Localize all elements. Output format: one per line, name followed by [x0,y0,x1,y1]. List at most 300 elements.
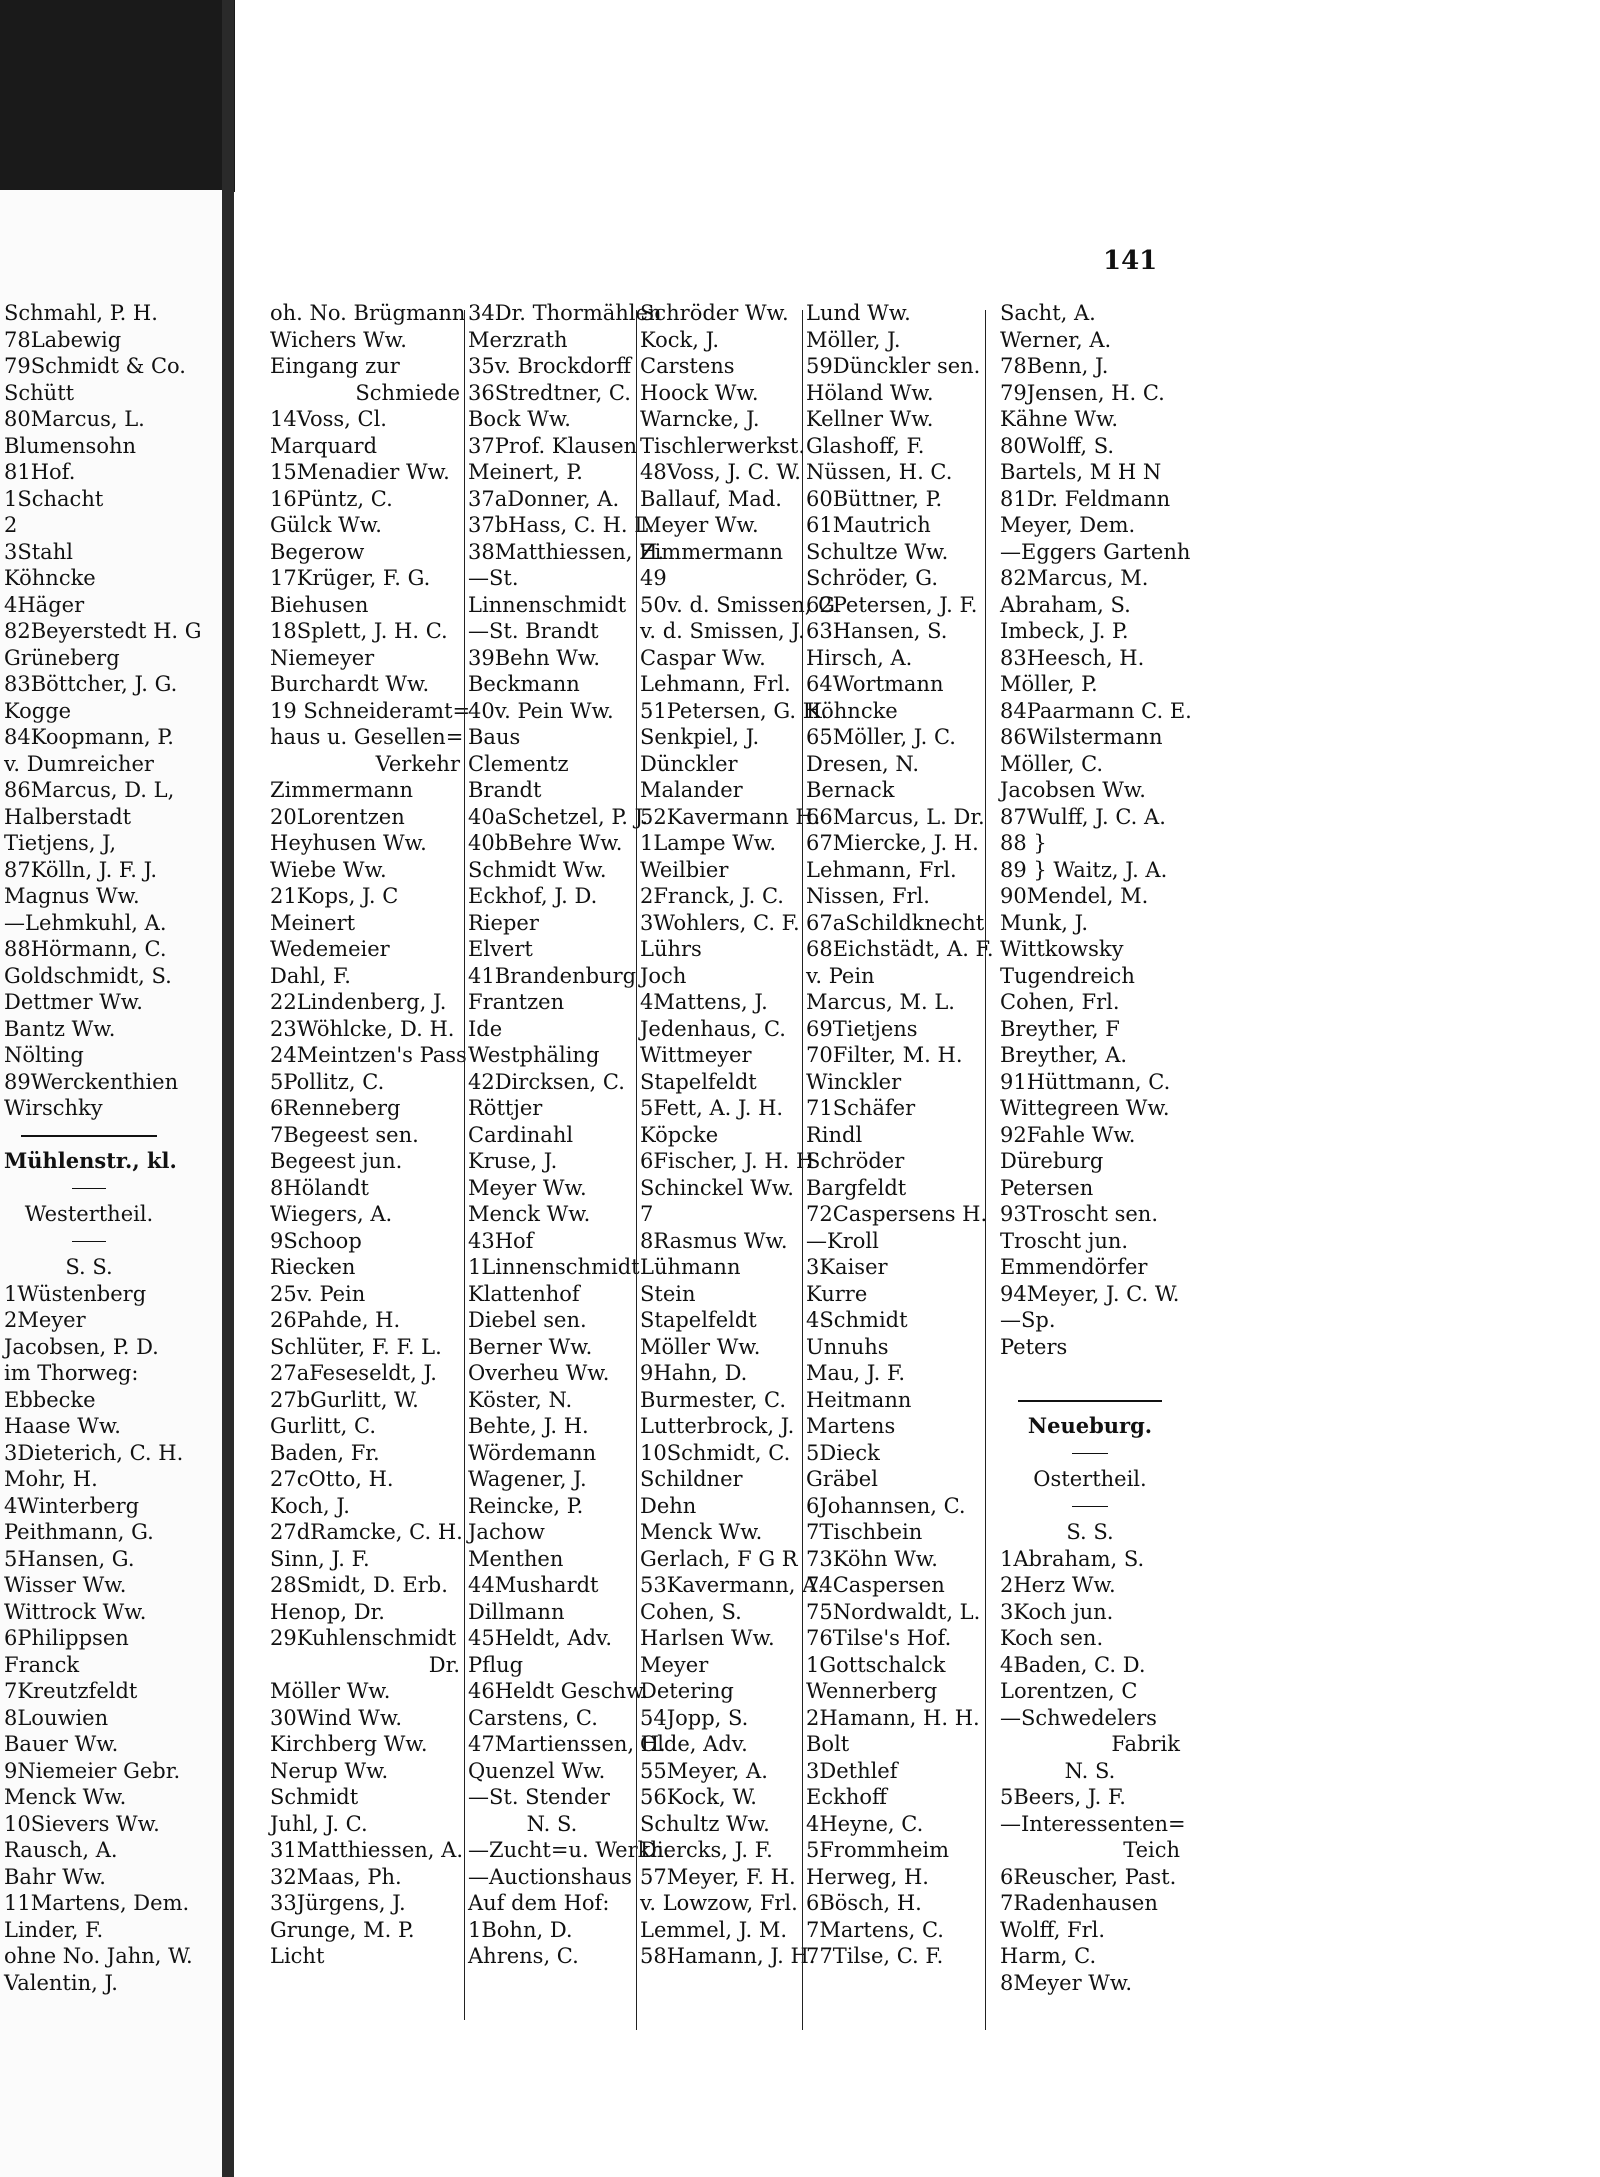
page-number: 141 [1103,246,1158,276]
directory-entry: Peters [1000,1334,1068,1359]
directory-entry: 80Marcus, L. [4,407,145,431]
directory-entry: Dettmer Ww. [4,990,143,1014]
directory-entry: 5Frommheim [806,1838,950,1862]
directory-entry: Diebel sen. [468,1308,587,1332]
directory-entry: Wichers Ww. [270,327,407,352]
directory-entry: 82Marcus, M. [1000,566,1149,590]
directory-entry: 88Hörmann, C. [4,937,167,961]
directory-entry: 92Fahle Ww. [1000,1122,1136,1147]
directory-entry: Nerup Ww. [270,1758,389,1783]
directory-entry: 4Mattens, J. [640,990,768,1014]
directory-entry: 9Niemeier Gebr. [4,1758,181,1783]
directory-entry: 35v. Brockdorff [468,354,632,378]
directory-entry: Menck Ww. [640,1520,763,1544]
directory-entry: Linnenschmidt [468,592,627,617]
directory-entry: Troscht jun. [1000,1228,1129,1253]
directory-entry: Lehmann, Frl. [806,857,957,882]
directory-entry: Kurre [806,1281,868,1306]
directory-entry: Dillmann [468,1599,565,1624]
directory-entry: Emmendörfer [1000,1255,1148,1279]
directory-entry: 6Bösch, H. [806,1891,922,1915]
directory-entry: 37aDonner, A. [468,486,620,511]
directory-entry: Goldschmidt, S. [4,963,172,988]
directory-entry: —Eggers Gartenh [1000,539,1191,564]
directory-entry: 33Jürgens, J. [270,1891,406,1915]
directory-entry: 4Baden, C. D. [1000,1652,1146,1677]
directory-entry: Dresen, N. [806,751,920,776]
directory-entry: Niemeyer [270,645,375,670]
directory-entry: Breyther, F [1000,1016,1120,1041]
directory-entry: 5Beers, J. F. [1000,1785,1126,1809]
directory-entry: Wittkowsky [1000,937,1124,961]
directory-entry: 84Koopmann, P. [4,725,174,749]
directory-entry: 5Pollitz, C. [270,1069,385,1094]
directory-entry: 76Tilse's Hof. [806,1626,952,1650]
directory-entry: 1Linnenschmidt [468,1255,640,1279]
directory-entry: Ide [468,1016,503,1041]
directory-entry: Möller Ww. [270,1679,391,1703]
directory-entry: Herweg, H. [806,1864,929,1889]
directory-entry: Meyer Ww. [468,1175,587,1200]
directory-entry: 89Werckenthien [4,1069,179,1094]
directory-entry: Tischlerwerkst. [640,433,806,458]
directory-entry: 81Hof. [4,460,76,484]
directory-entry: 80Wolff, S. [1000,433,1115,458]
directory-entry: Rindl [806,1122,863,1147]
section-heading: Neueburg. [1027,1413,1153,1438]
directory-entry: Detering [640,1679,734,1703]
directory-entry: 54Jopp, S. [640,1705,749,1730]
directory-entry: 8Meyer Ww. [1000,1970,1133,1995]
directory-entry: Brandt [468,778,542,802]
directory-entry: 75Nordwaldt, L. [806,1599,981,1624]
directory-entry: Möller, C. [1000,751,1104,776]
directory-entry: Schinckel Ww. [640,1175,794,1200]
directory-entry: Riecken [270,1255,356,1279]
directory-entry: 8Hölandt [270,1175,369,1200]
directory-entry: Munk, J. [1000,910,1089,935]
directory-entry: Grüneberg [4,645,120,670]
directory-entry: 73Köhn Ww. [806,1546,938,1571]
directory-entry: 78Labewig [4,327,122,352]
directory-entry: im Thorweg: [4,1361,139,1385]
directory-entry: Möller, J. [806,327,901,352]
directory-entry: Wagener, J. [468,1467,587,1491]
directory-entry: 39Behn Ww. [468,645,601,670]
directory-entry: 46Heldt Geschw. [468,1679,649,1703]
directory-entry: 83Böttcher, J. G. [4,672,178,696]
directory-entry: Burchardt Ww. [270,672,430,696]
directory-entry: 59Dünckler sen. [806,354,981,378]
directory-entry: 41Brandenburg [468,963,637,988]
directory-entry: S. S. [65,1255,113,1279]
directory-entry: Jacobsen, P. D. [4,1334,159,1359]
directory-entry: Mohr, H. [4,1467,98,1491]
directory-entry: 70Filter, M. H. [806,1043,963,1067]
directory-entry: —St. Brandt [468,619,599,643]
directory-entry: 32Maas, Ph. [270,1864,402,1889]
directory-entry: Teich [1123,1838,1180,1862]
directory-entry: —St. Stender [468,1785,610,1809]
directory-entry: Zimmermann [270,778,414,802]
directory-entry: Henop, Dr. [270,1599,385,1624]
directory-entry: 20Lorentzen [270,804,405,829]
directory-entry: Sacht, A. [1000,301,1096,325]
directory-entry: Schultze Ww. [806,539,949,564]
directory-entry: 1Lampe Ww. [640,831,777,855]
directory-entry: Auf dem Hof: [468,1891,610,1915]
directory-entry: 1Wüstenberg [4,1281,147,1306]
directory-entry: Lemmel, J. M. [640,1917,788,1942]
directory-entry: Burmester, C. [640,1387,787,1412]
directory-entry: Schlüter, F. F. L. [270,1334,442,1359]
directory-entry: Cohen, S. [640,1599,742,1624]
directory-entry: 4Häger [4,592,85,617]
directory-entry: 40bBehre Ww. [468,831,623,855]
directory-entry: Köhncke [806,698,898,723]
directory-entry: Magnus Ww. [4,884,140,908]
directory-entry: 93Troscht sen. [1000,1202,1158,1226]
column-divider [985,310,986,2030]
directory-entry: Linder, F. [4,1917,104,1942]
directory-entry: Meinert, P. [468,460,583,484]
directory-entry: 7Radenhausen [1000,1891,1158,1915]
directory-entry: 78Benn, J. [1000,354,1109,378]
directory-entry: 28Smidt, D. Erb. [270,1573,448,1597]
column-divider [636,310,637,2030]
directory-entry: Bock Ww. [468,407,571,431]
directory-column-1 [270,300,471,1970]
directory-entry: 3Kaiser [806,1255,888,1279]
directory-entry: Merzrath [468,327,568,352]
directory-entry [1000,1360,1180,1387]
directory-entry: Bauer Ww. [4,1732,119,1756]
directory-entry: Düreburg [1000,1149,1104,1173]
directory-entry: 2Hamann, H. H. [806,1705,980,1730]
directory-entry: Menck Ww. [468,1202,591,1226]
directory-entry: 71Schäfer [806,1096,916,1120]
directory-entry: 79Jensen, H. C. [1000,380,1165,405]
directory-entry: Kruse, J. [468,1149,558,1173]
directory-entry: v. d. Smissen, J. [640,619,805,643]
directory-entry: 86Marcus, D. L, [4,778,175,802]
directory-entry: Heitmann [806,1387,912,1412]
directory-entry: Cardinahl [468,1122,574,1147]
directory-entry: oh. No. Brügmann [270,301,466,325]
directory-entry: Menck Ww. [4,1785,127,1809]
directory-entry: 74Caspersen [806,1573,945,1597]
directory-entry: Röttjer [468,1096,543,1120]
directory-entry: Köster, N. [468,1387,573,1412]
directory-entry: Wittegreen Ww. [1000,1096,1170,1120]
directory-entry: Schröder, G. [806,566,939,590]
directory-entry: 26Pahde, H. [270,1308,401,1332]
directory-entry: —Auctionshaus [468,1864,632,1889]
directory-entry: N. S. [1064,1758,1116,1783]
directory-entry: 60Büttner, P. [806,486,943,511]
directory-entry: Nölting [4,1043,84,1067]
directory-entry: Diercks, J. F. [640,1838,773,1862]
directory-entry: 23Wöhlcke, D. H. [270,1016,455,1041]
directory-entry: Lühmann [640,1255,741,1279]
directory-entry: Eckhoff [806,1785,887,1809]
directory-entry: Schmiede [355,380,460,405]
directory-entry: Fabrik [1111,1732,1180,1756]
directory-entry: 62Petersen, J. F. [806,592,978,617]
directory-entry: Carstens, C. [468,1705,598,1730]
directory-entry: Sinn, J. F. [270,1546,370,1571]
directory-entry: 67Miercke, J. H. [806,831,979,855]
directory-entry: Marquard [270,433,378,458]
directory-entry: 40aSchetzel, P. J. [468,804,649,829]
directory-entry: Werner, A. [1000,327,1112,352]
directory-entry: 57Meyer, F. H. [640,1864,796,1889]
directory-entry: Kellner Ww. [806,407,934,431]
directory-entry: 67aSchildknecht [806,910,985,935]
directory-entry: Ostertheil. [1033,1467,1147,1491]
directory-entry: Lührs [640,937,702,961]
directory-entry: 10Schmidt, C. [640,1440,791,1465]
directory-entry: 50v. d. Smissen, G. [640,592,841,617]
directory-entry: Westphäling [468,1043,600,1067]
directory-entry: Peithmann, G. [4,1520,154,1544]
section-rule [4,1175,174,1202]
directory-entry: Dünckler [640,751,738,776]
directory-entry: 5Dieck [806,1440,880,1465]
directory-entry: 15Menadier Ww. [270,460,450,484]
directory-entry: Warncke, J. [640,407,760,431]
directory-entry: Clementz [468,751,569,776]
directory-entry: 22Lindenberg, J. [270,990,447,1014]
directory-entry: 61Mautrich [806,513,931,537]
directory-entry: Meyer, Dem. [1000,513,1136,537]
directory-entry: 7Tischbein [806,1520,923,1544]
directory-entry: Wirschky [4,1096,103,1120]
directory-entry: Glashoff, F. [806,433,925,458]
directory-entry: Lund Ww. [806,301,911,325]
directory-entry: Wennerberg [806,1679,938,1703]
directory-entry: 79Schmidt & Co. [4,354,186,378]
directory-entry: Winckler [806,1069,902,1094]
directory-entry: 6Fischer, J. H. H [640,1149,815,1173]
directory-entry: Jacobsen Ww. [1000,778,1146,802]
directory-entry: 1Bohn, D. [468,1917,573,1942]
directory-entry: Höland Ww. [806,380,934,405]
directory-entry: 37bHass, C. H. L. [468,513,655,537]
directory-entry: Halberstadt [4,804,132,829]
directory-entry: 7Begeest sen. [270,1122,419,1147]
directory-entry: 24Meintzen's Pass [270,1043,467,1067]
directory-entry: Kock, J. [640,327,720,352]
directory-entry: 87Kölln, J. F. J. [4,857,158,882]
directory-entry: Bargfeldt [806,1175,907,1200]
directory-entry: Bernack [806,778,895,802]
directory-entry: Caspar Ww. [640,645,766,670]
directory-entry: Schröder Ww. [640,301,789,325]
directory-entry: —St. [468,566,519,590]
directory-entry: 83Heesch, H. [1000,645,1145,670]
directory-entry: —Lehmkuhl, A. [4,910,167,935]
directory-entry: 27aFeseseldt, J. [270,1361,437,1385]
directory-entry: Licht [270,1944,325,1968]
directory-entry: Rieper [468,910,539,935]
directory-entry: Dr. [428,1652,460,1677]
directory-entry: 29Kuhlenschmidt [270,1626,457,1650]
directory-entry: 3Dieterich, C. H. [4,1440,184,1465]
directory-entry: 19 Schneideramt= [270,698,471,723]
directory-entry: 5Hansen, G. [4,1546,135,1571]
directory-entry: Meinert [270,910,356,935]
directory-entry: Ahrens, C. [468,1944,579,1968]
directory-entry: S. S. [1066,1520,1114,1544]
directory-entry: 7 [640,1202,654,1226]
directory-entry: 72Caspersens H. [806,1202,988,1226]
directory-entry: Overheu Ww. [468,1361,610,1385]
directory-entry: 10Sievers Ww. [4,1811,160,1836]
directory-entry: Lorentzen, C [1000,1679,1138,1703]
directory-entry: 1Schacht [4,486,104,511]
directory-entry: Valentin, J. [4,1970,118,1995]
directory-entry: 6Johannsen, C. [806,1493,966,1518]
directory-entry: Wolff, Frl. [1000,1917,1106,1942]
directory-entry: 7Kreutzfeldt [4,1679,138,1703]
directory-entry: 44Mushardt [468,1573,599,1597]
directory-entry: Stapelfeldt [640,1069,757,1094]
directory-entry: Möller, P. [1000,672,1098,696]
directory-entry: 18Splett, J. H. C. [270,619,448,643]
directory-entry: 7Martens, C. [806,1917,944,1942]
directory-entry: Gerlach, F G R [640,1546,798,1571]
directory-entry: Jedenhaus, C. [640,1016,786,1041]
directory-entry: Dehn [640,1493,697,1518]
directory-entry: Cohen, Frl. [1000,990,1120,1014]
directory-column-4 [806,300,994,1970]
directory-entry: 45Heldt, Adv. [468,1626,613,1650]
directory-entry: Bantz Ww. [4,1016,116,1041]
directory-entry: Petersen [1000,1175,1094,1200]
directory-entry: 69Tietjens [806,1016,918,1041]
directory-entry: Quenzel Ww. [468,1758,606,1783]
directory-entry: 56Kock, W. [640,1785,757,1809]
directory-entry: Bahr Ww. [4,1864,106,1889]
directory-entry: 52Kavermann H. [640,804,821,829]
directory-entry: Mau, J. F. [806,1361,906,1385]
directory-entry: Koch sen. [1000,1626,1104,1650]
section-heading: Mühlenstr., kl. [4,1148,177,1173]
directory-entry: 2Herz Ww. [1000,1573,1116,1597]
directory-entry: Schmidt [270,1785,359,1809]
directory-entry: 21Kops, J. C [270,884,399,908]
directory-entry: 84Paarmann C. E. [1000,698,1192,723]
directory-entry: 2Franck, J. C. [640,884,784,908]
directory-entry: 81Dr. Feldmann [1000,486,1171,511]
directory-entry: 14Voss, Cl. [270,407,387,431]
directory-entry: 6Renneberg [270,1096,401,1120]
directory-entry: 9Hahn, D. [640,1361,748,1385]
directory-entry: 87Wulff, J. C. A. [1000,804,1166,829]
directory-entry: Wiegers, A. [270,1202,393,1226]
directory-entry: Wittmeyer [640,1043,752,1067]
directory-entry: Koch, J. [270,1493,350,1518]
directory-entry: Imbeck, J. P. [1000,619,1129,643]
directory-entry: Meyer Ww. [640,513,759,537]
directory-entry: Klattenhof [468,1281,580,1306]
page-gutter [222,0,234,2177]
directory-entry: Franck [4,1652,80,1677]
directory-entry: 1Abraham, S. [1000,1546,1145,1571]
directory-entry: 36Stredtner, C. [468,380,631,405]
directory-entry: Behte, J. H. [468,1414,589,1438]
directory-entry: Tietjens, J, [4,831,117,855]
directory-entry: Schmahl, P. H. [4,301,158,325]
column-divider [802,310,803,2030]
directory-entry: Bolt [806,1732,850,1756]
directory-entry: Gülck Ww. [270,513,382,537]
directory-entry: Berner Ww. [468,1334,593,1359]
directory-entry: Harm, C. [1000,1944,1097,1968]
directory-entry: 3Wohlers, C. F. [640,910,800,935]
directory-entry: Wördemann [468,1440,597,1465]
directory-entry: Juhl, J. C. [270,1811,368,1836]
directory-entry: 43Hof [468,1228,534,1253]
directory-entry: Kähne Ww. [1000,407,1119,431]
directory-entry: haus u. Gesellen= [270,725,464,749]
directory-entry: 91Hüttmann, C. [1000,1069,1171,1094]
directory-entry: Wiebe Ww. [270,857,387,882]
directory-entry: Köpcke [640,1122,719,1147]
directory-entry: 11Martens, Dem. [4,1891,190,1915]
directory-entry: Breyther, A. [1000,1043,1128,1067]
directory-entry: 3Dethlef [806,1758,898,1783]
directory-entry: 53Kavermann, A. [640,1573,824,1597]
directory-entry: Pflug [468,1652,524,1677]
section-rule [1000,1493,1180,1520]
directory-entry: 77Tilse, C. F. [806,1944,944,1968]
directory-entry: 2Meyer [4,1308,86,1332]
directory-entry: 82Beyerstedt H. G [4,619,202,643]
directory-entry: 6Reuscher, Past. [1000,1864,1177,1889]
directory-entry: 4Schmidt [806,1308,908,1332]
directory-entry: Biehusen [270,592,369,617]
directory-entry: 55Meyer, A. [640,1758,768,1783]
directory-entry: 47Martienssen, H. [468,1732,666,1756]
directory-entry: Blumensohn [4,433,137,458]
directory-entry: Lutterbrock, J. [640,1414,795,1438]
section-rule [1000,1440,1180,1467]
directory-entry: Begeest jun. [270,1149,403,1173]
directory-entry: 4Winterberg [4,1493,140,1518]
directory-entry: 64Wortmann [806,672,944,696]
directory-entry: Tugendreich [1000,963,1135,988]
directory-entry: —Sp. [1000,1308,1056,1332]
directory-entry: Schmidt Ww. [468,857,607,882]
directory-entry: Kirchberg Ww. [270,1732,428,1756]
directory-column-5 [1000,300,1192,1996]
directory-entry: 4Heyne, C. [806,1811,924,1836]
directory-entry: Kogge [4,698,72,723]
directory-entry: Ballauf, Mad. [640,486,782,511]
directory-entry: 88 } [1000,831,1047,855]
directory-entry: 3Koch jun. [1000,1599,1114,1624]
directory-entry: Joch [640,963,687,988]
directory-entry: 65Möller, J. C. [806,725,956,749]
directory-entry: Eingang zur [270,354,400,378]
directory-entry: Westertheil. [24,1202,154,1226]
directory-entry: Baus [468,725,521,749]
directory-entry: Nüssen, H. C. [806,460,953,484]
directory-entry: 86Wilstermann [1000,725,1163,749]
directory-entry: v. Pein [806,963,875,988]
